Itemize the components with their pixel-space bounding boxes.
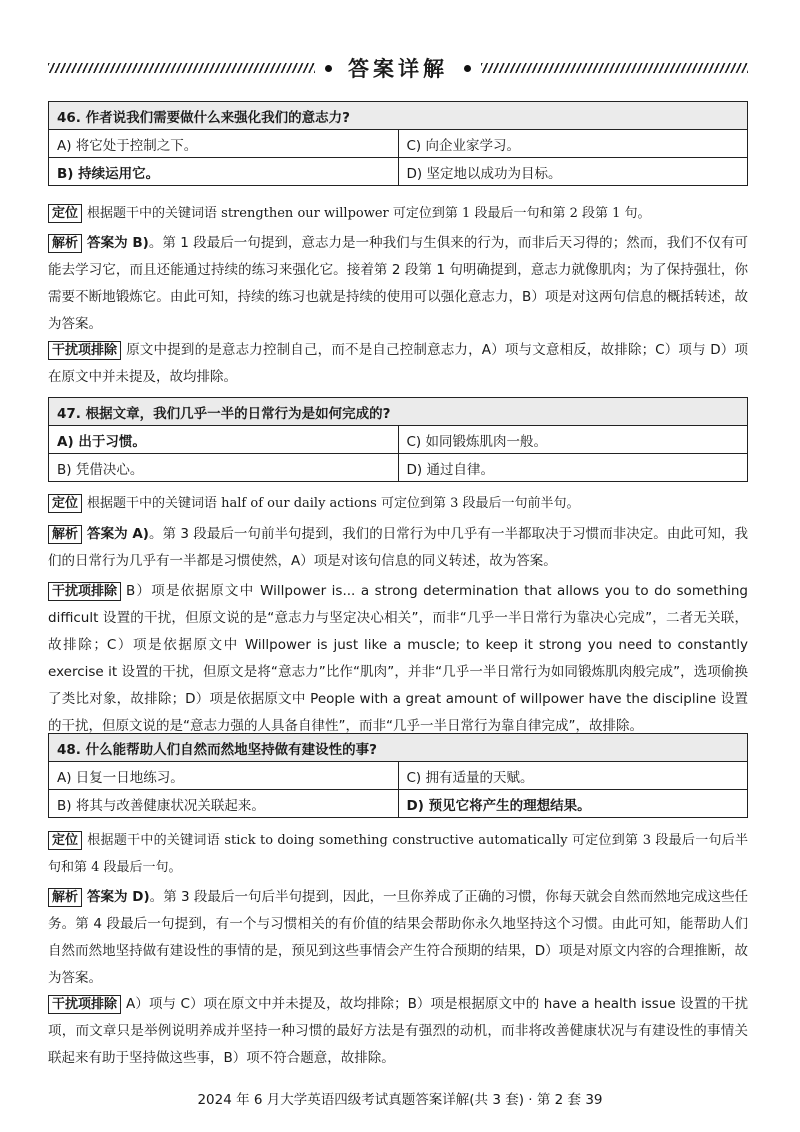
locate-tag: 定位 bbox=[48, 831, 82, 850]
q47-option-d: D) 通过自律。 bbox=[398, 454, 748, 481]
q46-distractor-text: 原文中提到的是意志力控制自己，而不是自己控制意志力，A）项与文意相反，故排除；C）项与 D）项在原文中并未提及，故均排除。 bbox=[48, 342, 748, 385]
distractor-tag: 干扰项排除 bbox=[48, 582, 121, 601]
q47-option-b: B) 凭借决心。 bbox=[57, 461, 144, 478]
q46-option-d: D) 坚定地以成功为目标。 bbox=[398, 158, 748, 185]
q48-distractor-text: A）项与 C）项在原文中并未提及，故均排除；B）项是根据原文中的 have a health issue 设置的干扰项，而文章只是举例说明养成并坚持一种习惯的最好方法是有强烈的动机，而非将改善健康状况与有建设性的事情关联起来有助于坚持做这些事，B）项不符合题意，故排除。 bbox=[48, 996, 748, 1066]
question-46 bbox=[48, 101, 748, 186]
q46-locate-text: 根据题干中的关键词语 strengthen our willpower 可定位到第 1 段最后一句和第 2 段第 1 句。 bbox=[87, 206, 651, 221]
page-footer: 2024 年 6 月大学英语四级考试真题答案详解(共 3 套) · 第 2 套 39 bbox=[197, 1092, 603, 1108]
locate-tag: 定位 bbox=[48, 494, 82, 513]
q48-option-d: D) 预见它将产生的理想结果。 bbox=[398, 790, 748, 817]
header-dot-left bbox=[325, 65, 332, 72]
q48-analysis bbox=[48, 884, 748, 992]
q47-distractor bbox=[48, 578, 748, 740]
q47-option-c: C) 如同锻炼肌肉一般。 bbox=[398, 426, 748, 453]
q48-answer: 答案为 D) bbox=[87, 889, 150, 905]
question-47-stem: 47. 根据文章，我们几乎一半的日常行为是如何完成的? bbox=[49, 398, 747, 425]
question-46-table bbox=[48, 101, 748, 186]
q48-distractor bbox=[48, 991, 748, 1072]
question-47 bbox=[48, 397, 748, 482]
header-title: 答案详解 bbox=[348, 57, 448, 81]
header-dot-right bbox=[464, 65, 471, 72]
q48-locate bbox=[48, 827, 748, 881]
q46-answer: 答案为 B) bbox=[87, 235, 149, 251]
q46-option-a: A) 将它处于控制之下。 bbox=[57, 137, 198, 154]
q48-option-c: C) 拥有适量的天赋。 bbox=[398, 762, 748, 789]
header-hatch-left bbox=[48, 63, 315, 73]
q47-distractor-text: B）项是依据原文中 Willpower is... a strong determination that allows you to do something difficult 设置的干扰，但原文说的是“意志力与坚定决心相关”，而非“几乎一半日常行为靠决心完成”，二者无关联，故排除；C）项是依据原文中 Willpower is just like a muscle; to keep it strong you need to constantly exercise it 设置的干扰，但原文是将“意志力”比作“肌肉”，并非“几乎一半日常行为如同锻炼肌肉般完成”，选项偷换了类比对象，故排除；D）项是依据原文中 People with a great amount of willpower have the discipline 设置的干扰，但原文说的是“意志力强的人具备自律性”，而非“几乎一半日常行为靠自律完成”，故排除。 bbox=[48, 583, 748, 734]
q48-locate-text: 根据题干中的关键词语 stick to doing something constructive automatically 可定位到第 3 段最后一句后半句和第 4 段最后一句。 bbox=[48, 833, 748, 875]
question-47-table bbox=[48, 397, 748, 482]
q46-distractor bbox=[48, 337, 748, 391]
question-48-stem: 48. 什么能帮助人们自然而然地坚持做有建设性的事? bbox=[49, 734, 747, 761]
locate-tag: 定位 bbox=[48, 204, 82, 223]
q46-analysis bbox=[48, 230, 748, 338]
distractor-tag: 干扰项排除 bbox=[48, 341, 121, 360]
q46-option-b: B) 持续运用它。 bbox=[57, 165, 160, 182]
q46-analysis-text: 。第 1 段最后一句提到，意志力是一种我们与生俱来的行为，而非后天习得的；然而，我们不仅有可能去学习它，而且还能通过持续的练习来强化它。接着第 2 段第 1 句明确提到，意志力就像肌肉；为了保持强壮，你需要不断地锻炼它。由此可知，持续的练习也就是持续的使用可以强化意志力，B）项是对这两句信息的概括转述，故为答案。 bbox=[48, 235, 748, 332]
q47-analysis bbox=[48, 521, 748, 575]
header-hatch-right bbox=[481, 63, 748, 73]
analysis-tag: 解析 bbox=[48, 525, 82, 544]
q47-answer: 答案为 A) bbox=[87, 526, 149, 542]
q47-analysis-text: 。第 3 段最后一句前半句提到，我们的日常行为中几乎有一半都取决于习惯而非决定。由此可知，我们的日常行为几乎有一半都是习惯使然，A）项是对该句信息的同义转述，故为答案。 bbox=[48, 526, 748, 569]
question-48 bbox=[48, 733, 748, 818]
q47-locate-text: 根据题干中的关键词语 half of our daily actions 可定位到第 3 段最后一句前半句。 bbox=[87, 496, 580, 511]
q47-locate bbox=[48, 490, 748, 517]
analysis-tag: 解析 bbox=[48, 234, 82, 253]
q48-option-a: A) 日复一日地练习。 bbox=[57, 769, 184, 786]
distractor-tag: 干扰项排除 bbox=[48, 995, 121, 1014]
question-46-stem: 46. 作者说我们需要做什么来强化我们的意志力? bbox=[49, 102, 747, 129]
q47-option-a: A) 出于习惯。 bbox=[57, 433, 146, 450]
q48-analysis-text: 。第 3 段最后一句后半句提到，因此，一旦你养成了正确的习惯，你每天就会自然而然地完成这些任务。第 4 段最后一句提到，有一个与习惯相关的有价值的结果会帮助你永久地坚持这个习惯。由此可知，能帮助人们自然而然地坚持做有建设性的事情的是，预见到这些事情会产生符合预期的结果，D）项是对原文内容的合理推断，故为答案。 bbox=[48, 889, 749, 986]
q46-locate bbox=[48, 200, 748, 227]
analysis-tag: 解析 bbox=[48, 888, 82, 907]
question-48-table bbox=[48, 733, 748, 818]
q48-option-b: B) 将其与改善健康状况关联起来。 bbox=[57, 797, 265, 814]
section-header bbox=[48, 54, 748, 82]
q46-option-c: C) 向企业家学习。 bbox=[398, 130, 748, 157]
